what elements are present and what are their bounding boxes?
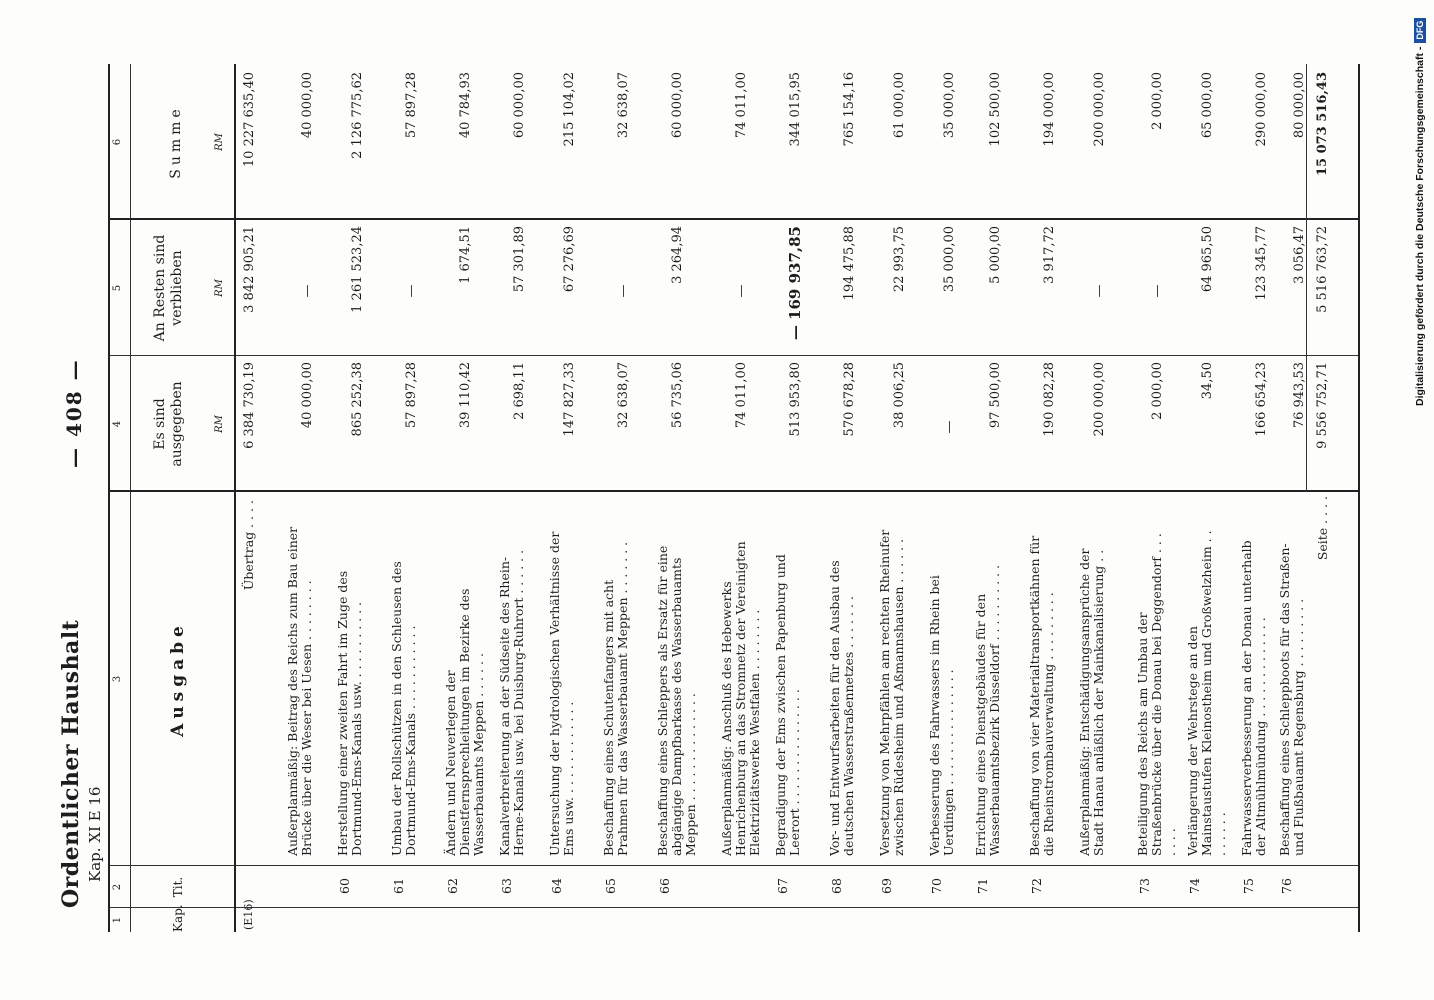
row-c4-value: 76 943,53 — [1292, 362, 1307, 429]
row-c5-value: 1 261 523,24 — [350, 226, 365, 313]
row-description: Beschaffung eines Schutenfangers mit acht Prahmen für das Wasserbauamt Meppen . . . . . . . — [601, 541, 630, 856]
row-c5-value: 123 345,77 — [1254, 226, 1269, 301]
row-c6-value: 74 011,00 — [734, 72, 749, 139]
row-c5-value: 3 917,72 — [1042, 226, 1057, 284]
row-c6-value: 215 104,02 — [562, 72, 577, 147]
row-tit: 69 — [879, 878, 894, 894]
row-c5-value: 5 000,00 — [988, 226, 1003, 284]
row-tit: 64 — [549, 878, 564, 894]
row-c5-value: 3 056,47 — [1292, 226, 1307, 284]
row-c6-value: 35 000,00 — [942, 72, 957, 139]
row-c5-value: 3 842 905,21 — [242, 226, 257, 313]
column-number: 6 — [112, 138, 123, 146]
row-c6-value: 60 000,00 — [512, 72, 527, 139]
row-description: Vor- und Entwurfsarbeiten für den Ausbau des deutschen Wasserstraßennetzes . . . . . . . — [827, 560, 856, 856]
row-c5-value: — — [1092, 284, 1107, 298]
unit-label: RM — [214, 133, 225, 151]
row-c5-value: — — [734, 284, 749, 298]
page-number: — 408 — — [62, 358, 86, 468]
dfg-logo: DFG — [1414, 18, 1426, 43]
row-c5-value: 57 301,89 — [512, 226, 527, 293]
row-c6-value: 32 638,07 — [616, 72, 631, 139]
row-c6-value: 60 000,00 — [670, 72, 685, 139]
row-c4-value: 56 735,06 — [670, 362, 685, 429]
row-c5-value: — 169 937,85 — [786, 226, 804, 341]
row-c4-value: 570 678,28 — [842, 362, 857, 437]
row-tit: 76 — [1279, 878, 1294, 894]
row-c4-value: — — [942, 420, 957, 434]
row-c6-value: 200 000,00 — [1092, 72, 1107, 147]
row-tit: 74 — [1187, 878, 1202, 894]
row-tit: 72 — [1029, 878, 1044, 894]
header-kap: Kap. — [171, 904, 185, 932]
row-description: Übertrag . . . . — [241, 500, 256, 591]
row-c4-value: 2 698,11 — [512, 362, 527, 420]
total-sum: 15 073 516,43 — [1315, 72, 1330, 177]
row-c5-value: 67 276,69 — [562, 226, 577, 293]
row-description: Fahrwasserverbesserung an der Donau unterhalb der Altmühlmündung . . . . . . . . . . . . . — [1239, 540, 1268, 856]
row-description: Verlängerung der Wehrstege an den Mainstaustufen Kleinostheim und Großwelzheim . . . . . . . . — [1185, 530, 1228, 856]
row-c5-value: — — [300, 284, 315, 298]
total-remaining: 5 516 763,72 — [1315, 226, 1330, 313]
row-description: Umbau der Rollschützen in den Schleusen des Dortmund-Ems-Kanals . . . . . . . . . . . — [389, 561, 418, 856]
row-c4-value: 39 110,42 — [458, 362, 473, 429]
row-tit: 68 — [829, 878, 844, 894]
row-tit: 62 — [445, 878, 460, 894]
header-subtitle: Kap. XI E 16 — [86, 786, 104, 882]
dfg-sidebar — [1410, 6, 1430, 406]
total-spent: 9 556 752,71 — [1315, 362, 1330, 449]
column-divider — [110, 865, 1358, 866]
column-number: 3 — [112, 675, 123, 683]
unit-label: RM — [214, 279, 225, 297]
row-c4-value: 513 953,80 — [788, 362, 803, 437]
row-c5-value: 35 000,00 — [942, 226, 957, 293]
row-tit: 63 — [499, 878, 514, 894]
row-tit: 60 — [337, 878, 352, 894]
column-divider — [110, 907, 1358, 908]
row-c6-value: 2 000,00 — [1150, 72, 1165, 130]
row-c6-value: 57 897,28 — [404, 72, 419, 139]
row-description: Außerplanmäßig: Entschädigungsansprüche der Stadt Hanau anläßlich der Mainkanalisierung . . — [1077, 548, 1106, 856]
row-c4-value: 32 638,07 — [616, 362, 631, 429]
page-header — [58, 620, 104, 908]
row-c4-value: 190 082,28 — [1042, 362, 1057, 437]
row-description: Beschaffung eines Schleppers als Ersatz für eine abgängige Dampfbarkasse des Wasserbauamts Meppen . . . . . . . . . . . . . . — [655, 545, 698, 856]
row-description: Beschaffung von vier Materialtransportkähnen für die Rheinstrombauverwaltung . . . . . . . . . — [1027, 535, 1056, 856]
row-description: Verbesserung des Fahrwassers im Rhein bei Uerdingen . . . . . . . . . . . . . . . — [927, 575, 956, 856]
row-c5-value: — — [404, 284, 419, 298]
row-c6-value: 344 015,95 — [788, 72, 803, 147]
sum-rule — [1306, 64, 1307, 492]
row-c5-value: 194 475,88 — [842, 226, 857, 301]
budget-table — [108, 64, 1360, 932]
row-c6-value: 102 500,00 — [988, 72, 1003, 147]
row-tit: 66 — [657, 878, 672, 894]
row-c5-value: 22 993,75 — [892, 226, 907, 293]
row-c6-value: 61 000,00 — [892, 72, 907, 139]
row-description: Beteiligung des Reichs am Umbau der Straßenbrücke über die Donau bei Deggendorf . . . . . . . — [1135, 533, 1178, 856]
row-c4-value: 38 006,25 — [892, 362, 907, 429]
row-description: Kanalverbreiterung an der Südseite des Rhein-Herne-Kanals usw. bei Duisburg-Ruhrort . . . . . . — [497, 549, 526, 856]
row-c6-value: 65 000,00 — [1200, 72, 1215, 139]
kap-value: (E16) — [242, 899, 255, 930]
header-spent: Es sind ausgegeben — [152, 381, 185, 467]
row-c6-value: 40 000,00 — [300, 72, 315, 139]
row-c4-value: 147 827,33 — [562, 362, 577, 437]
row-description: Außerplanmäßig: Anschluß des Hebewerks Henrichenburg an das Stromnetz der Vereinigten Elektrizitätswerke Westfalen . . . . . . . . — [719, 541, 762, 856]
row-c4-value: 40 000,00 — [300, 362, 315, 429]
row-c4-value: 57 897,28 — [404, 362, 419, 429]
row-description: Herstellung einer zweiten Fahrt im Zuge des Dortmund-Ems-Kanals usw. . . . . . . . . . . — [335, 570, 364, 856]
column-number-row — [110, 64, 131, 932]
row-c4-value: 74 011,00 — [734, 362, 749, 429]
row-c4-value: 166 654,23 — [1254, 362, 1269, 437]
row-description: Ändern und Neuverlegen der Dienstfernsprechleitungen im Bezirke des Wasserbauamts Meppen . . . . . . — [443, 588, 486, 856]
row-c6-value: 40 784,93 — [458, 72, 473, 139]
row-c4-value: 200 000,00 — [1092, 362, 1107, 437]
row-description: Beschaffung eines Schleppboots für das Straßen- und Flußbauamt Regensburg . . . . . . . . . — [1277, 543, 1306, 856]
header-remaining: An Resten sind verblieben — [152, 234, 185, 342]
row-description: Versetzung von Mehrpfählen am rechten Rheinufer zwischen Rüdesheim und Aßmannshausen . . . . . . — [877, 529, 906, 856]
row-tit: 71 — [975, 878, 990, 894]
row-tit: 73 — [1137, 878, 1152, 894]
row-c6-value: 194 000,00 — [1042, 72, 1057, 147]
row-description: Begradigung der Ems zwischen Papenburg und Leerort . . . . . . . . . . . . . . . — [773, 554, 802, 856]
header-tit: Tit. — [171, 876, 185, 898]
unit-label: RM — [214, 415, 225, 433]
total-label: Seite . . . . — [1315, 496, 1330, 561]
row-description: Untersuchung der hydrologischen Verhältnisse der Ems usw. . . . . . . . . . . . . — [547, 531, 576, 856]
column-number: 1 — [112, 916, 123, 924]
row-c6-value: 10 227 635,40 — [242, 72, 257, 168]
column-number: 4 — [112, 420, 123, 428]
row-c6-value: 2 126 775,62 — [350, 72, 365, 159]
row-c6-value: 765 154,16 — [842, 72, 857, 147]
row-c4-value: 865 252,38 — [350, 362, 365, 437]
row-tit: 61 — [391, 878, 406, 894]
row-tit: 70 — [929, 878, 944, 894]
row-tit: 67 — [775, 878, 790, 894]
row-description: Errichtung eines Dienstgebäudes für den Wasserbauamtsbezirk Düsseldorf . . . . . . . . . . — [973, 564, 1002, 856]
row-c6-value: 80 000,00 — [1292, 72, 1307, 139]
row-c5-value: 1 674,51 — [458, 226, 473, 284]
header-sum: Summe — [168, 105, 184, 179]
row-tit: 65 — [603, 878, 618, 894]
column-number: 5 — [112, 284, 123, 292]
header-ausgabe: Ausgabe — [168, 621, 188, 737]
row-description: Außerplanmäßig: Beitrag des Reichs zum Bau einer Brücke über die Weser bei Uesen . . . . . . . . — [285, 526, 314, 856]
table-header — [130, 64, 236, 932]
row-c4-value: 34,50 — [1200, 362, 1215, 400]
row-c5-value: — — [1150, 284, 1165, 298]
column-number: 2 — [112, 883, 123, 891]
row-c6-value: 290 000,00 — [1254, 72, 1269, 147]
header-title: Ordentlicher Haushalt — [58, 619, 84, 908]
row-c5-value: 3 264,94 — [670, 226, 685, 284]
row-c5-value: — — [616, 284, 631, 298]
row-tit: 75 — [1241, 878, 1256, 894]
dfg-credit — [1410, 6, 1430, 406]
row-c4-value: 6 384 730,19 — [242, 362, 257, 449]
row-c4-value: 97 500,00 — [988, 362, 1003, 429]
row-c4-value: 2 000,00 — [1150, 362, 1165, 420]
row-c5-value: 64 965,50 — [1200, 226, 1215, 293]
dfg-credit-text: Digitalisierung gefördert durch die Deutsche Forschungsgemeinschaft - — [1414, 46, 1426, 406]
